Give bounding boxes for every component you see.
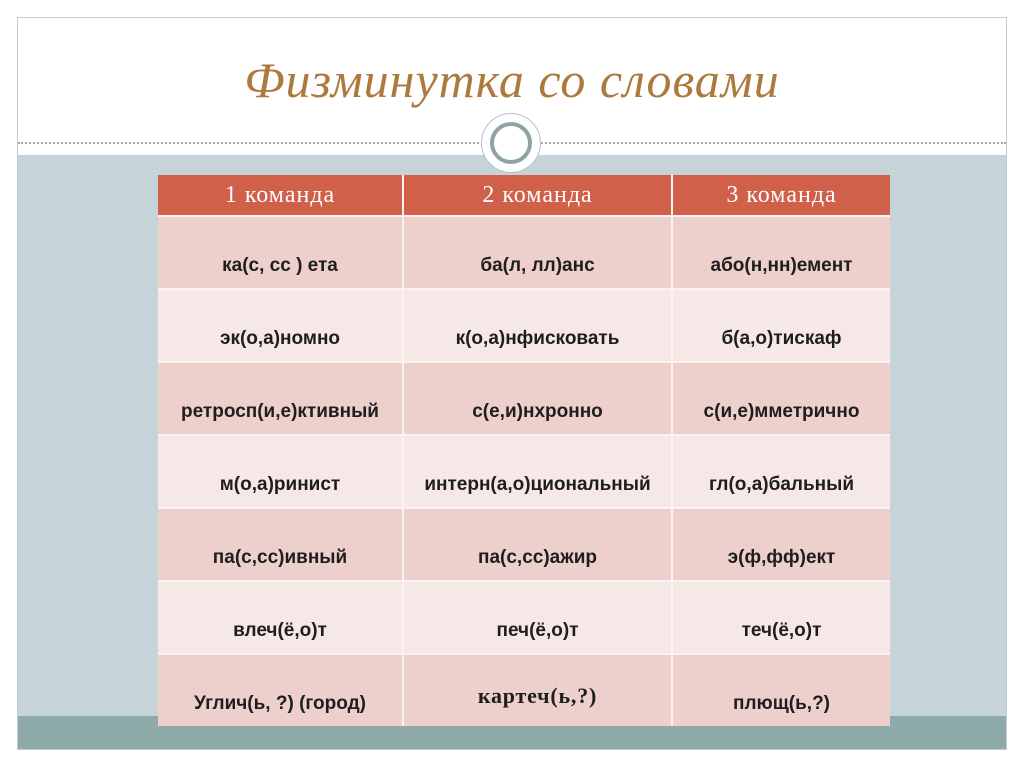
table-cell: па(с,сс)ажир <box>404 509 671 580</box>
table-cell: плющ(ь,?) <box>673 655 890 726</box>
table-cell: эк(о,а)номно <box>158 290 402 361</box>
table-cell: интерн(а,о)циональный <box>404 436 671 507</box>
table-cell: к(о,а)нфисковать <box>404 290 671 361</box>
circle-ornament-icon <box>481 113 541 173</box>
table-cell: влеч(ё,о)т <box>158 582 402 653</box>
words-table <box>158 175 890 726</box>
table-cell: ба(л, лл)анс <box>404 217 671 288</box>
table-cell: ка(с, сс ) ета <box>158 217 402 288</box>
table-cell: або(н,нн)емент <box>673 217 890 288</box>
table-cell: ретросп(и,е)ктивный <box>158 363 402 434</box>
table-cell: б(а,о)тискаф <box>673 290 890 361</box>
slide-title: Физминутка со словами <box>244 52 780 108</box>
table-cell: гл(о,а)бальный <box>673 436 890 507</box>
table-header-cell: 1 команда <box>158 175 402 215</box>
circle-ornament-ring <box>490 122 532 164</box>
table-header-cell: 2 команда <box>404 175 671 215</box>
table-header-cell: 3 команда <box>673 175 890 215</box>
table-cell: печ(ё,о)т <box>404 582 671 653</box>
table-cell: па(с,сс)ивный <box>158 509 402 580</box>
table-cell: Углич(ь, ?) (город) <box>158 655 402 726</box>
table-cell: теч(ё,о)т <box>673 582 890 653</box>
table-cell: э(ф,фф)ект <box>673 509 890 580</box>
table-cell: м(о,а)ринист <box>158 436 402 507</box>
table-cell: с(и,е)мметрично <box>673 363 890 434</box>
table-cell: картеч(ь,?) <box>404 655 671 726</box>
table-cell: с(е,и)нхронно <box>404 363 671 434</box>
